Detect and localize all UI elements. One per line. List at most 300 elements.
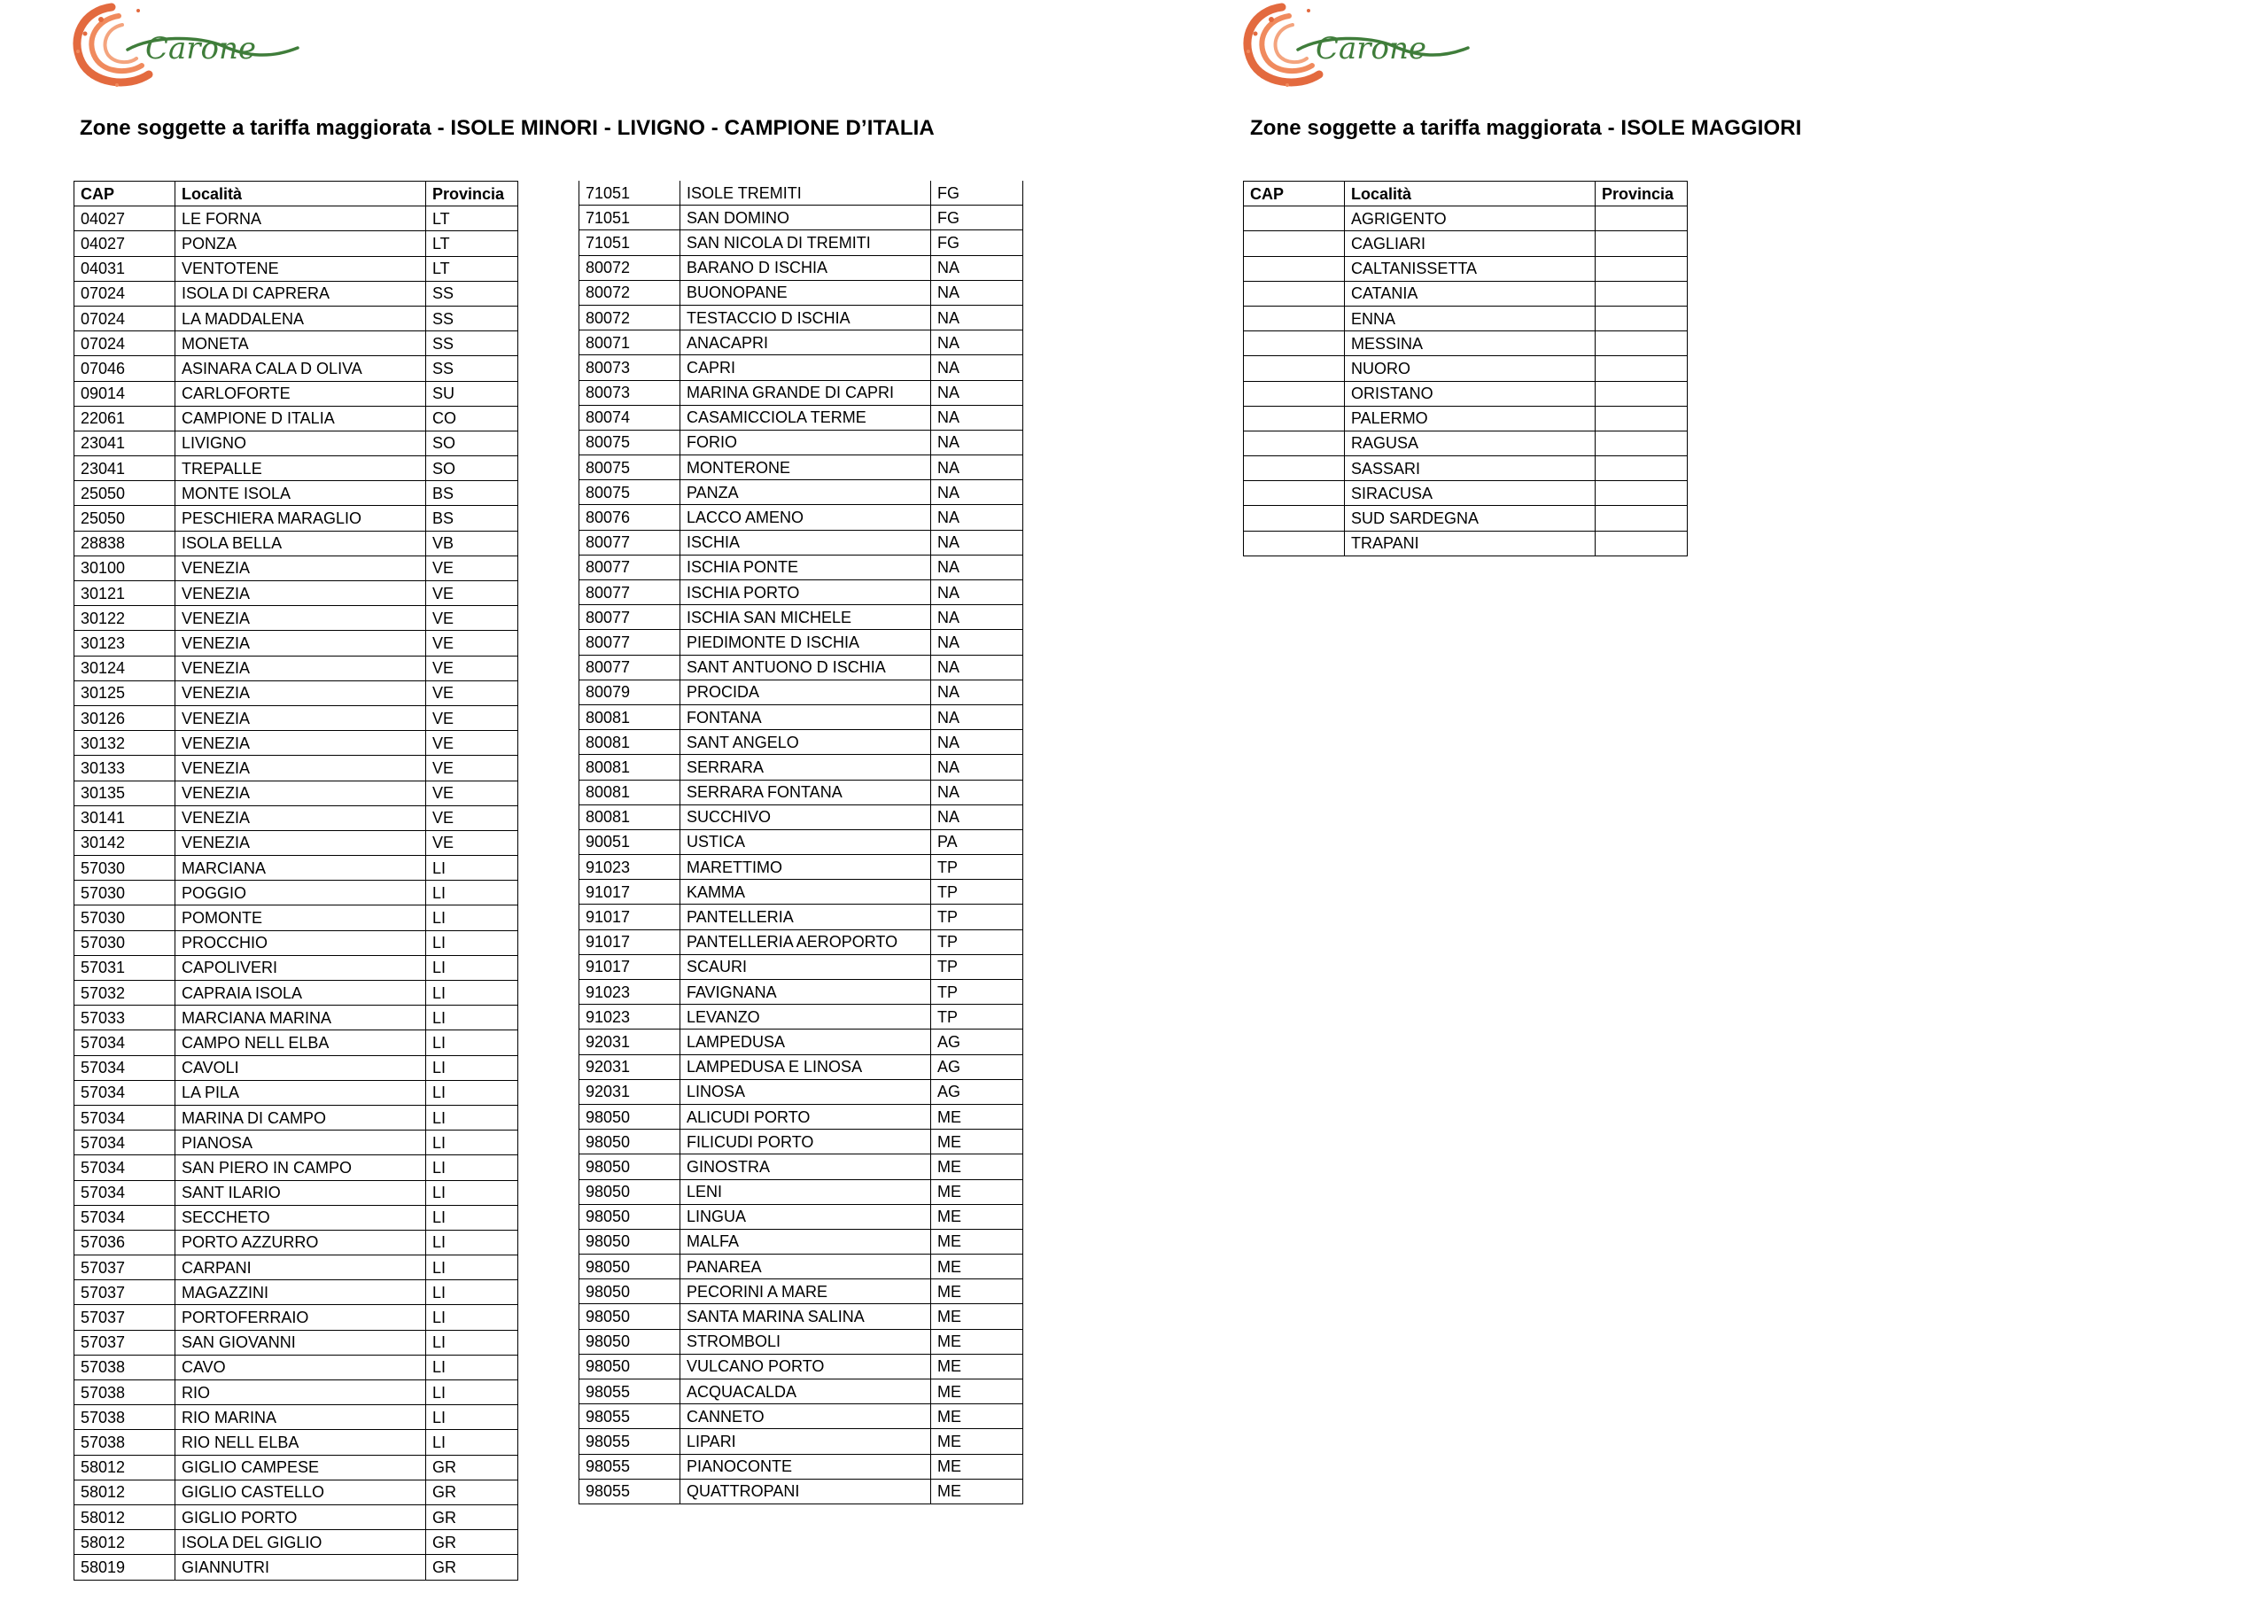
cell-cap: 23041 [74, 456, 175, 481]
cell-provincia: PA [931, 829, 1023, 854]
cell-localita: PORTO AZZURRO [175, 1230, 426, 1255]
cell-localita: POMONTE [175, 905, 426, 930]
cell-cap: 30126 [74, 705, 175, 730]
cell-localita: GIGLIO PORTO [175, 1504, 426, 1529]
cap-table-isole-minori-1 [74, 181, 518, 1581]
cell-provincia: LI [426, 1305, 518, 1330]
cell-provincia: LI [426, 930, 518, 955]
table-row [74, 930, 518, 955]
cell-localita: PALERMO [1345, 406, 1596, 431]
header-localita: Località [1345, 182, 1596, 206]
cell-localita: LACCO AMENO [680, 505, 931, 530]
table-row [579, 1429, 1023, 1454]
cell-cap [1244, 256, 1345, 281]
header-cap: CAP [74, 182, 175, 206]
cell-cap: 57034 [74, 1155, 175, 1180]
cell-localita: VULCANO PORTO [680, 1354, 931, 1379]
cell-provincia: LI [426, 1330, 518, 1355]
cell-provincia: ME [931, 1479, 1023, 1504]
cell-provincia: LI [426, 1205, 518, 1230]
cell-cap: 30133 [74, 756, 175, 781]
cell-localita: ISCHIA [680, 530, 931, 555]
cell-localita: TREPALLE [175, 456, 426, 481]
table-row [74, 481, 518, 506]
cell-cap: 57030 [74, 930, 175, 955]
cell-localita: MARINA DI CAMPO [175, 1105, 426, 1130]
cell-cap: 58012 [74, 1455, 175, 1480]
cell-cap [1244, 406, 1345, 431]
cell-localita: VENEZIA [175, 705, 426, 730]
cell-cap: 71051 [579, 230, 680, 255]
cell-provincia: NA [931, 630, 1023, 655]
cell-localita: PANTELLERIA [680, 905, 931, 929]
table-row [74, 631, 518, 656]
cell-localita: KAMMA [680, 880, 931, 905]
cell-provincia [1596, 206, 1688, 231]
table-row [74, 1380, 518, 1405]
cell-localita: VENEZIA [175, 631, 426, 656]
table-row [579, 555, 1023, 579]
cell-provincia: LI [426, 1155, 518, 1180]
table-row [579, 755, 1023, 780]
cell-localita: SECCHETO [175, 1205, 426, 1230]
cell-localita: CARPANI [175, 1255, 426, 1280]
table-row [579, 430, 1023, 455]
cell-localita: PIEDIMONTE D ISCHIA [680, 630, 931, 655]
cell-provincia: SS [426, 356, 518, 381]
cell-cap [1244, 306, 1345, 330]
cell-cap: 90051 [579, 829, 680, 854]
cell-provincia: ME [931, 1179, 1023, 1204]
cell-cap [1244, 206, 1345, 231]
cell-provincia [1596, 256, 1688, 281]
table-row [1244, 281, 1688, 306]
table-row [74, 1131, 518, 1155]
cell-localita: VENEZIA [175, 556, 426, 580]
cell-cap [1244, 481, 1345, 506]
cell-provincia: ME [931, 1255, 1023, 1279]
cell-cap: 80071 [579, 330, 680, 355]
cell-localita: MONTERONE [680, 455, 931, 480]
cell-cap: 91017 [579, 905, 680, 929]
cell-cap [1244, 506, 1345, 531]
table-row [579, 1479, 1023, 1504]
cell-cap: 98055 [579, 1404, 680, 1429]
cell-provincia: LI [426, 1355, 518, 1379]
cell-provincia [1596, 356, 1688, 381]
cell-cap: 80075 [579, 455, 680, 480]
cell-cap: 71051 [579, 206, 680, 230]
cell-cap: 98050 [579, 1130, 680, 1154]
cell-localita: PONZA [175, 231, 426, 256]
cell-cap: 57034 [74, 1205, 175, 1230]
cell-cap: 30122 [74, 606, 175, 631]
page-title-isole-maggiori: Zone soggette a tariffa maggiorata - ISOLE MAGGIORI [1250, 116, 1802, 140]
cell-provincia: NA [931, 455, 1023, 480]
cell-cap: 57031 [74, 955, 175, 980]
table-row [74, 256, 518, 281]
table-row [579, 330, 1023, 355]
cell-provincia: VE [426, 556, 518, 580]
cell-cap: 57038 [74, 1405, 175, 1430]
table-row [579, 355, 1023, 380]
table-row [579, 1204, 1023, 1229]
cell-provincia: NA [931, 580, 1023, 605]
table-row [579, 1005, 1023, 1030]
cell-cap: 80081 [579, 804, 680, 829]
svg-text:Carone: Carone [145, 31, 257, 66]
table-row [74, 981, 518, 1006]
cell-localita: LAMPEDUSA [680, 1030, 931, 1054]
table-row [579, 455, 1023, 480]
cell-localita: FAVIGNANA [680, 980, 931, 1005]
cell-provincia: ME [931, 1429, 1023, 1454]
cell-cap: 07046 [74, 356, 175, 381]
cell-cap: 80079 [579, 680, 680, 704]
cell-cap: 07024 [74, 306, 175, 330]
cell-cap [1244, 431, 1345, 455]
table-row [579, 605, 1023, 630]
cell-cap: 30132 [74, 731, 175, 756]
table-header-row [1244, 182, 1688, 206]
cell-cap: 57037 [74, 1305, 175, 1330]
cell-provincia: LI [426, 1180, 518, 1205]
cell-provincia: TP [931, 1005, 1023, 1030]
cell-provincia: VE [426, 606, 518, 631]
cell-cap: 91017 [579, 954, 680, 979]
cell-provincia: NA [931, 480, 1023, 505]
table-row [579, 704, 1023, 729]
table-row [74, 731, 518, 756]
header-provincia: Provincia [426, 182, 518, 206]
cell-localita: ISOLA BELLA [175, 531, 426, 556]
cell-provincia [1596, 306, 1688, 330]
cell-cap: 57032 [74, 981, 175, 1006]
cell-localita: RIO MARINA [175, 1405, 426, 1430]
table-row [74, 431, 518, 455]
table-row [74, 1155, 518, 1180]
cell-provincia: SS [426, 281, 518, 306]
cell-provincia: NA [931, 255, 1023, 280]
cell-cap [1244, 281, 1345, 306]
cell-provincia: FG [931, 181, 1023, 206]
table-row [1244, 506, 1688, 531]
table-row [1244, 306, 1688, 330]
cell-localita: LIPARI [680, 1429, 931, 1454]
cell-provincia: BS [426, 481, 518, 506]
cell-cap: 80077 [579, 630, 680, 655]
cell-localita: SAN GIOVANNI [175, 1330, 426, 1355]
cell-localita: PROCIDA [680, 680, 931, 704]
cell-provincia: SO [426, 456, 518, 481]
cell-cap: 57034 [74, 1180, 175, 1205]
cell-localita: LA PILA [175, 1080, 426, 1105]
cell-cap: 80075 [579, 480, 680, 505]
cell-cap: 07024 [74, 281, 175, 306]
cell-provincia: GR [426, 1480, 518, 1504]
table-row [74, 506, 518, 531]
table-row [579, 505, 1023, 530]
cell-cap: 98050 [579, 1229, 680, 1254]
cell-localita: ACQUACALDA [680, 1379, 931, 1404]
cell-localita: POGGIO [175, 881, 426, 905]
table-row [1244, 331, 1688, 356]
cell-provincia: LI [426, 1380, 518, 1405]
cell-cap: 71051 [579, 181, 680, 206]
cell-localita: ISOLA DEL GIGLIO [175, 1530, 426, 1555]
table-row [579, 1104, 1023, 1129]
cell-localita: TRAPANI [1345, 531, 1596, 556]
cell-provincia: LI [426, 1055, 518, 1080]
table-row [74, 1230, 518, 1255]
cell-cap: 98055 [579, 1379, 680, 1404]
cell-provincia: LI [426, 856, 518, 881]
cell-provincia: LI [426, 1030, 518, 1055]
table-row [579, 1329, 1023, 1354]
cell-localita: RIO [175, 1380, 426, 1405]
cell-provincia: VE [426, 731, 518, 756]
cell-cap: 04027 [74, 231, 175, 256]
cell-localita: LIVIGNO [175, 431, 426, 455]
cell-provincia: NA [931, 730, 1023, 755]
table-row [579, 630, 1023, 655]
cell-localita: FORIO [680, 430, 931, 455]
cell-cap: 91017 [579, 880, 680, 905]
cell-provincia: ME [931, 1229, 1023, 1254]
cell-provincia: AG [931, 1079, 1023, 1104]
cell-provincia: NA [931, 755, 1023, 780]
cell-localita: SERRARA [680, 755, 931, 780]
cell-localita: SANTA MARINA SALINA [680, 1304, 931, 1329]
table-row [74, 1430, 518, 1455]
cell-cap [1244, 456, 1345, 481]
cell-cap: 30100 [74, 556, 175, 580]
cell-cap: 57034 [74, 1131, 175, 1155]
cell-localita: TESTACCIO D ISCHIA [680, 305, 931, 330]
table-row [74, 856, 518, 881]
cell-cap: 91023 [579, 980, 680, 1005]
cell-cap: 58012 [74, 1480, 175, 1504]
cell-localita: VENEZIA [175, 656, 426, 680]
table-row [579, 1279, 1023, 1304]
cell-provincia: VE [426, 781, 518, 805]
cell-cap: 80081 [579, 730, 680, 755]
cell-localita: SERRARA FONTANA [680, 780, 931, 804]
cell-cap [1244, 231, 1345, 256]
cell-provincia: NA [931, 655, 1023, 680]
table-row [74, 955, 518, 980]
cell-localita: SAN DOMINO [680, 206, 931, 230]
cell-provincia: LI [426, 1405, 518, 1430]
cell-provincia: ME [931, 1104, 1023, 1129]
cell-provincia: ME [931, 1404, 1023, 1429]
cell-localita: CAMPO NELL ELBA [175, 1030, 426, 1055]
table-row [74, 606, 518, 631]
cell-localita: SANT ANTUONO D ISCHIA [680, 655, 931, 680]
cell-localita: PANTELLERIA AEROPORTO [680, 929, 931, 954]
cell-cap: 80081 [579, 704, 680, 729]
cell-provincia: NA [931, 505, 1023, 530]
cell-localita: VENEZIA [175, 756, 426, 781]
page-title-isole-minori: Zone soggette a tariffa maggiorata - ISOLE MINORI - LIVIGNO - CAMPIONE D’ITALIA [80, 116, 935, 140]
cell-localita: VENEZIA [175, 781, 426, 805]
cell-localita: CASAMICCIOLA TERME [680, 405, 931, 430]
cell-cap: 57033 [74, 1006, 175, 1030]
cell-localita: LINOSA [680, 1079, 931, 1104]
cell-cap: 30125 [74, 680, 175, 705]
table-row [579, 1030, 1023, 1054]
table-row [74, 306, 518, 330]
cell-cap: 91017 [579, 929, 680, 954]
table-row [74, 1030, 518, 1055]
table-row [579, 829, 1023, 854]
svg-text:Carone: Carone [1316, 31, 1427, 66]
cell-cap: 92031 [579, 1054, 680, 1079]
table-row [579, 929, 1023, 954]
cell-provincia [1596, 331, 1688, 356]
cell-localita: ORISTANO [1345, 381, 1596, 406]
cell-localita: VENEZIA [175, 606, 426, 631]
cell-cap: 57030 [74, 881, 175, 905]
table-row [74, 556, 518, 580]
cell-cap: 25050 [74, 481, 175, 506]
cell-cap: 80073 [579, 380, 680, 405]
table-row [74, 905, 518, 930]
table-row [74, 680, 518, 705]
cell-localita: GIGLIO CASTELLO [175, 1480, 426, 1504]
cell-provincia: CO [426, 406, 518, 431]
cell-provincia: TP [931, 980, 1023, 1005]
cell-localita: CAPOLIVERI [175, 955, 426, 980]
cell-cap: 58012 [74, 1530, 175, 1555]
cell-provincia: ME [931, 1130, 1023, 1154]
table-row [74, 830, 518, 855]
cell-provincia: VE [426, 830, 518, 855]
cell-provincia [1596, 381, 1688, 406]
cell-provincia: NA [931, 605, 1023, 630]
cell-provincia: NA [931, 680, 1023, 704]
table-row [579, 1179, 1023, 1204]
cell-cap: 22061 [74, 406, 175, 431]
cell-provincia: TP [931, 855, 1023, 880]
cell-localita: PANAREA [680, 1255, 931, 1279]
table-row [1244, 431, 1688, 455]
cell-localita: SANT ILARIO [175, 1180, 426, 1205]
table-row [579, 680, 1023, 704]
cell-localita: SCAURI [680, 954, 931, 979]
cell-cap: 23041 [74, 431, 175, 455]
cell-provincia: ME [931, 1379, 1023, 1404]
cell-provincia: VB [426, 531, 518, 556]
table-row [74, 1330, 518, 1355]
table-row [579, 905, 1023, 929]
cell-localita: MARCIANA MARINA [175, 1006, 426, 1030]
cell-localita: SIRACUSA [1345, 481, 1596, 506]
table-row [74, 1080, 518, 1105]
cell-provincia: SS [426, 331, 518, 356]
cell-cap: 57034 [74, 1055, 175, 1080]
cell-provincia: ME [931, 1454, 1023, 1479]
cell-provincia: VE [426, 680, 518, 705]
cell-cap: 80072 [579, 305, 680, 330]
cell-provincia: ME [931, 1154, 1023, 1179]
cell-provincia [1596, 281, 1688, 306]
cell-provincia: GR [426, 1455, 518, 1480]
cell-provincia: NA [931, 280, 1023, 305]
table-row [579, 1130, 1023, 1154]
table-row [579, 1354, 1023, 1379]
table-row [579, 780, 1023, 804]
cell-localita: CAVOLI [175, 1055, 426, 1080]
cell-cap: 57038 [74, 1355, 175, 1379]
cell-provincia: VE [426, 631, 518, 656]
table-row [1244, 381, 1688, 406]
table-row [74, 1055, 518, 1080]
table-row [74, 381, 518, 406]
cell-provincia [1596, 431, 1688, 455]
table-row [1244, 356, 1688, 381]
table-row [74, 1555, 518, 1580]
cell-provincia: ME [931, 1304, 1023, 1329]
table-row [74, 805, 518, 830]
cell-cap: 30121 [74, 581, 175, 606]
cell-cap: 98055 [579, 1479, 680, 1504]
cell-provincia: NA [931, 555, 1023, 579]
cell-localita: ALICUDI PORTO [680, 1104, 931, 1129]
table-row [74, 781, 518, 805]
table-row [74, 705, 518, 730]
cell-cap: 57030 [74, 856, 175, 881]
cell-provincia: LI [426, 1006, 518, 1030]
cell-localita: PORTOFERRAIO [175, 1305, 426, 1330]
cell-localita: MONETA [175, 331, 426, 356]
table-row [1244, 456, 1688, 481]
cell-localita: LINGUA [680, 1204, 931, 1229]
cell-provincia: NA [931, 430, 1023, 455]
cell-provincia: AG [931, 1030, 1023, 1054]
table-row [1244, 206, 1688, 231]
cap-table-isole-minori-2 [579, 181, 1023, 1504]
cell-localita: ANACAPRI [680, 330, 931, 355]
cell-provincia: VE [426, 581, 518, 606]
cell-provincia: LI [426, 1280, 518, 1305]
table-row [579, 255, 1023, 280]
cell-cap: 57030 [74, 905, 175, 930]
table-row [74, 1305, 518, 1330]
cell-cap: 80072 [579, 255, 680, 280]
cell-cap: 98050 [579, 1104, 680, 1129]
cell-localita: PIANOCONTE [680, 1454, 931, 1479]
table-row [579, 1379, 1023, 1404]
cell-cap: 04031 [74, 256, 175, 281]
cell-localita: LE FORNA [175, 206, 426, 231]
cell-cap: 98050 [579, 1279, 680, 1304]
cell-localita: BARANO D ISCHIA [680, 255, 931, 280]
cell-localita: VENEZIA [175, 805, 426, 830]
cell-localita: CARLOFORTE [175, 381, 426, 406]
cell-cap: 98050 [579, 1204, 680, 1229]
table-row [74, 1355, 518, 1379]
table-row [74, 1480, 518, 1504]
cell-localita: PECORINI A MARE [680, 1279, 931, 1304]
cell-cap: 30124 [74, 656, 175, 680]
cell-cap: 80075 [579, 430, 680, 455]
cell-localita: CANNETO [680, 1404, 931, 1429]
table-header-row [74, 182, 518, 206]
table-row [74, 1205, 518, 1230]
cell-cap [1244, 356, 1345, 381]
cell-provincia: LI [426, 981, 518, 1006]
